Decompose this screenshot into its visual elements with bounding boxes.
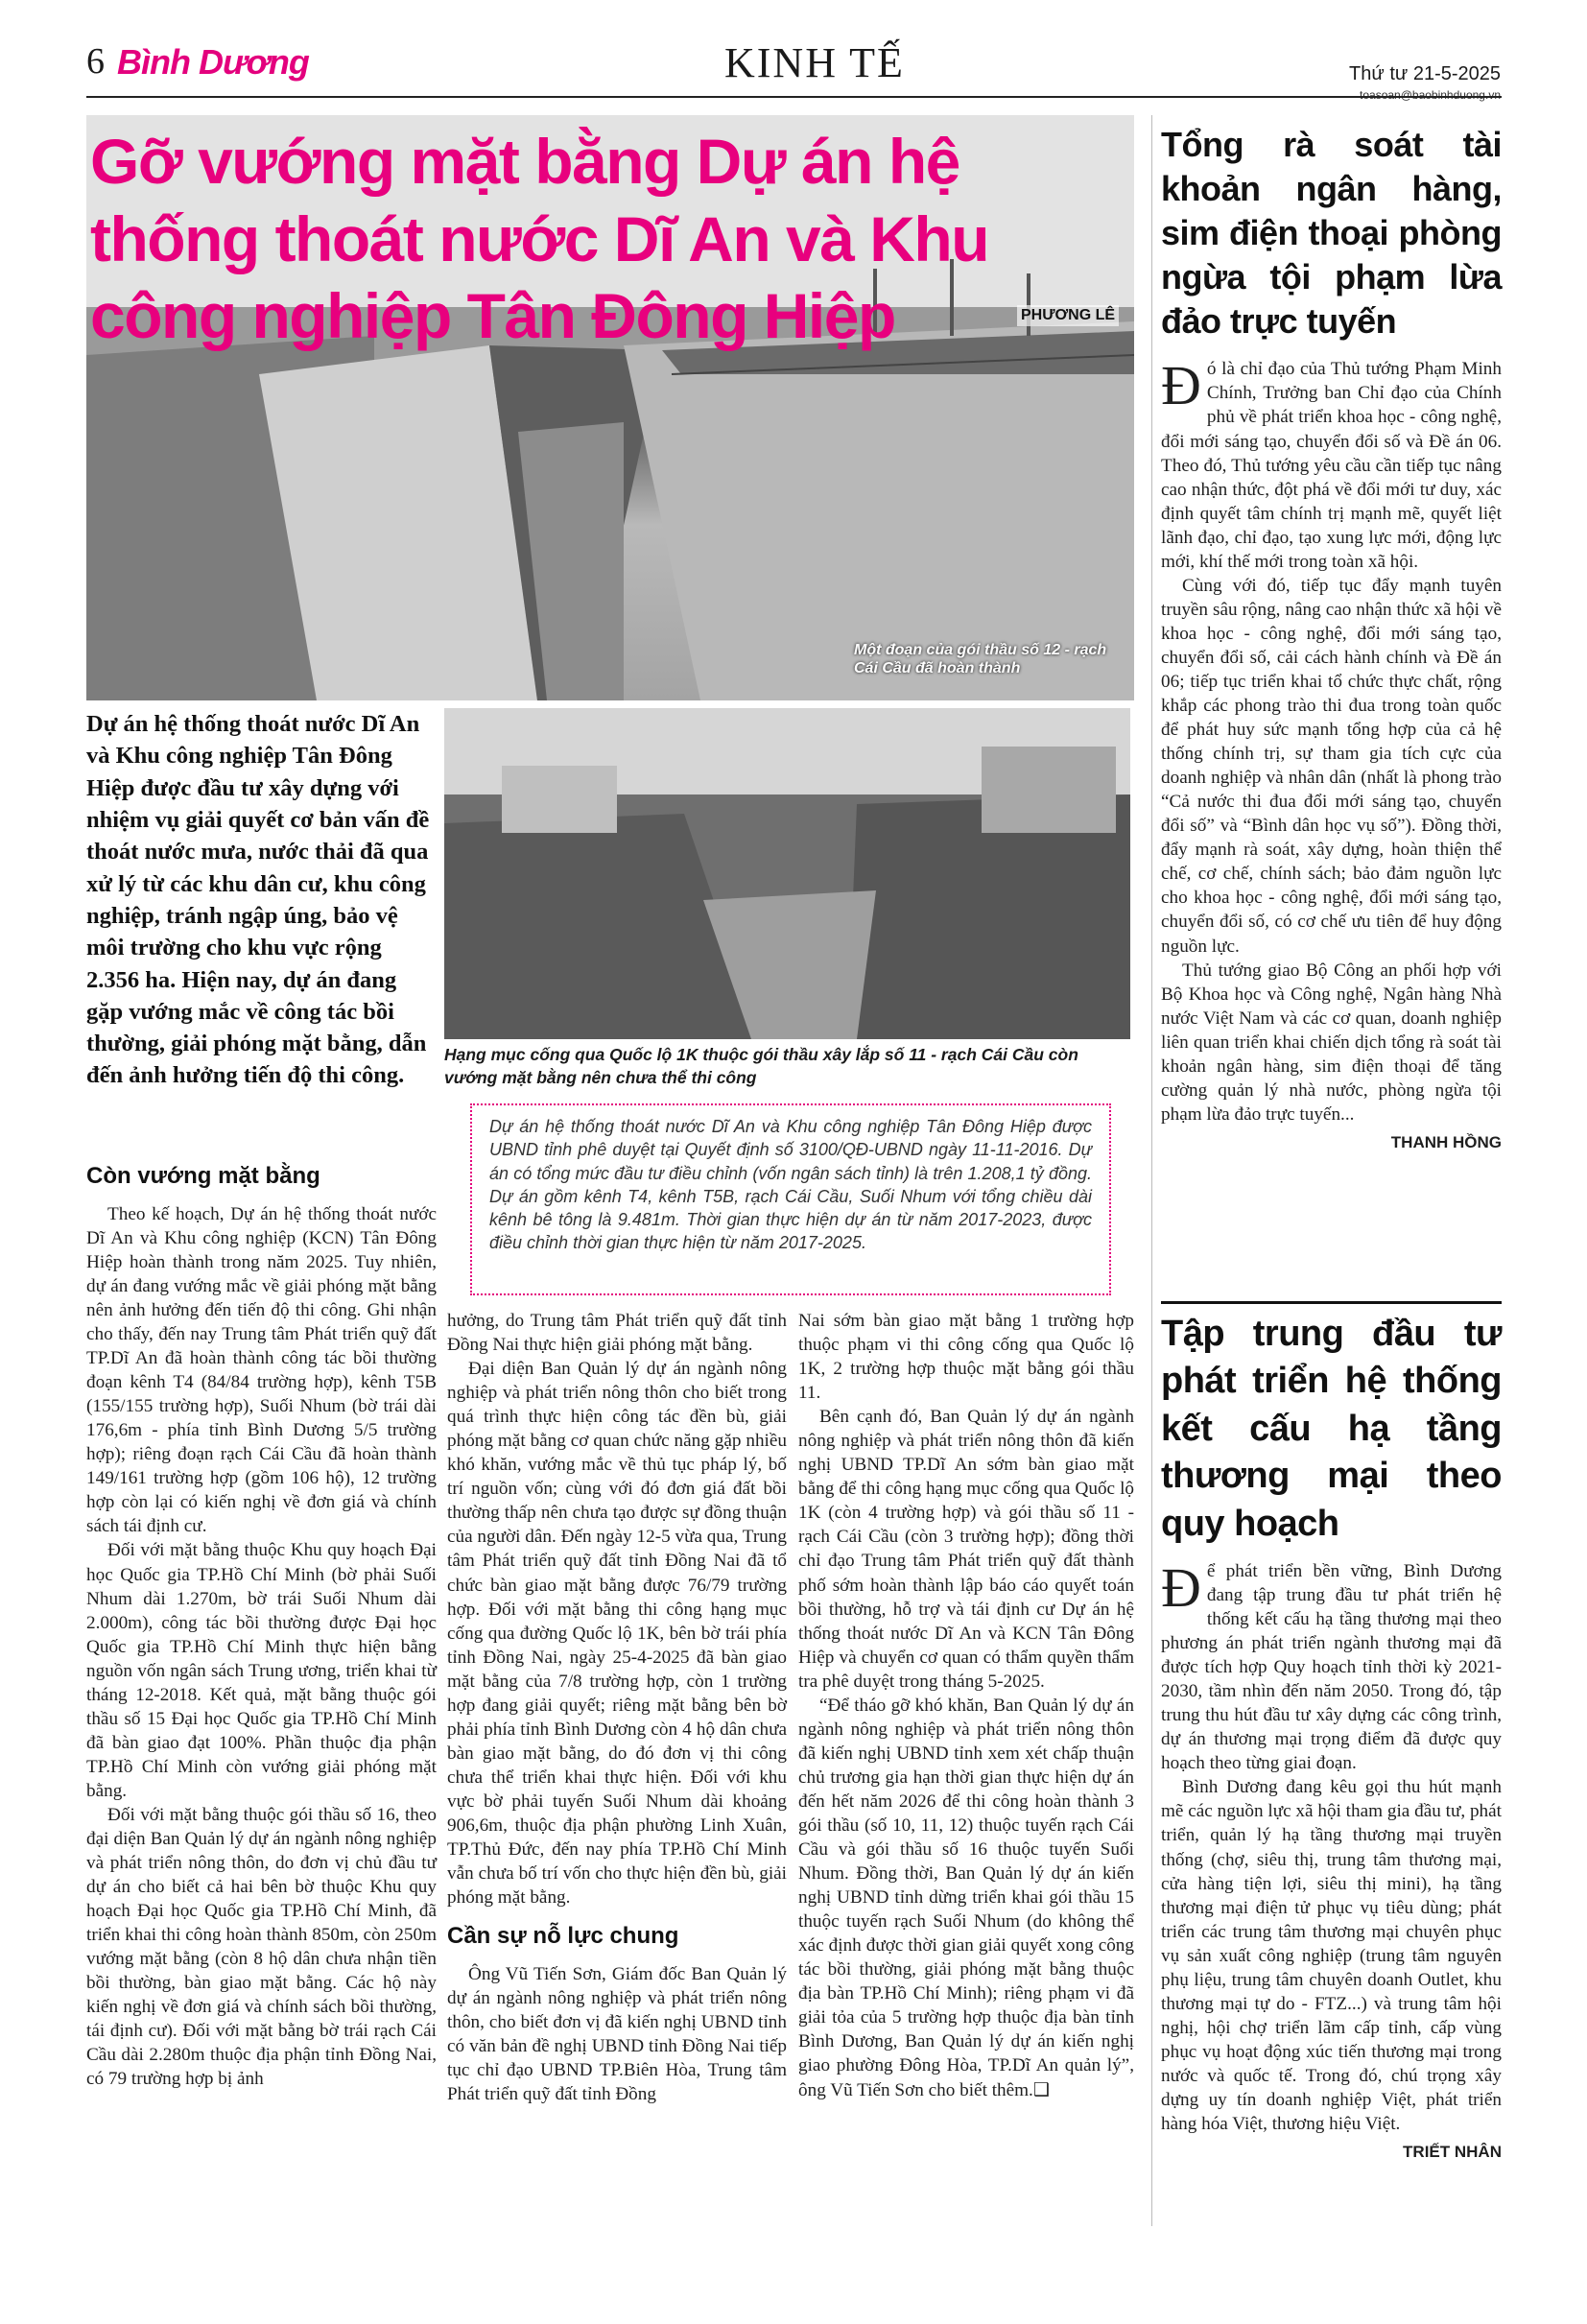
- creek-illustration: [444, 708, 1130, 1039]
- paragraph: Bình Dương đang kêu gọi thu hút mạnh mẽ các nguồn lực xã hội tham gia đầu tư, phát triển, quản lý hạ tầng thương mại truyền thống (chợ, siêu thị, trung tâm thương mại, cửa hàng tiện lợi, siêu thị mini), hạ tầng thương mại điện tử phục vụ tiêu dùng; phát triển các trung tâm thương mại chuyên phục vụ sản xuất công nghiệp (trung tâm nguyên phụ liệu, trung tâm chuyên doanh Outlet, khu thương mại tự do - FTZ...) và trung tâm hội nghị, hội chợ triển lãm cấp tỉnh, cấp vùng phục vụ hoạt động xúc tiến thương mại trong nước và quốc tế. Trong đó, chú trọng xây dựng uy tín doanh nghiệp Việt, phát triển hàng hóa Việt, thương hiệu Việt.: [1161, 1777, 1502, 2135]
- subheading-2: Cần sự nỗ lực chung: [447, 1923, 679, 1950]
- paragraph: Đối với mặt bằng thuộc Khu quy hoạch Đại học Quốc gia TP.Hồ Chí Minh (bờ phải Suối Nhum dài 1.270m, bờ trái Suối Nhum dài 2.000m), công tác bồi thường được Đại học Quốc gia TP.Hồ Chí Minh thực hiện bằng nguồn vốn ngân sách Trung ương, triển khai từ tháng 12-2018. Kết quả, mặt bằng thuộc gói thầu số 15 Đại học Quốc gia TP.Hồ Chí Minh đã bàn giao đạt 100%. Phần thuộc địa phận TP.Hồ Chí Minh còn vướng giải phóng mặt bằng.: [86, 1540, 437, 1801]
- article-column-3: [798, 1309, 1134, 2102]
- paragraph: Theo kế hoạch, Dự án hệ thống thoát nước Dĩ An và Khu công nghiệp (KCN) Tân Đông Hiệp hoàn thành trong năm 2025. Tuy nhiên, dự án đang vướng mắc về giải phóng mặt bằng nên ảnh hưởng đến tiến độ thi công. Ghi nhận cho thấy, đến nay Trung tâm Phát triển quỹ đất TP.Dĩ An đã hoàn thành công tác bồi thường đoạn kênh T4 (84/84 trường hợp), kênh T5B (155/155 trường hợp), Suối Nhum (bờ trái dài 176,6m - phía tỉnh Bình Dương 5/5 trường hợp); riêng đoạn rạch Cái Cầu đã hoàn thành 149/161 trường hợp (gồm 106 hộ), 12 trường hợp còn lại có kiến nghị về đơn giá và chính sách tái định cư.: [86, 1203, 437, 1537]
- paragraph: hưởng, do Trung tâm Phát triển quỹ đất tỉnh Đồng Nai thực hiện giải phóng mặt bằng.: [447, 1311, 787, 1356]
- story2-author: TRIẾT NHÂN: [1403, 2143, 1502, 2162]
- project-info-box: Dự án hệ thống thoát nước Dĩ An và Khu công nghiệp Tân Đông Hiệp được UBND tỉnh phê duyệt tại Quyết định số 3100/QĐ-UBND ngày 11-11-2016. Dự án có tổng mức đầu tư điều chỉnh (vốn ngân sách tỉnh) là trên 1.208,1 tỷ đồng. Dự án gồm kênh T4, kênh T5B, rạch Cái Cầu, Suối Nhum với tổng chiều dài kênh bê tông là 9.481m. Thời gian thực hiện dự án từ năm 2017-2023, được điều chỉnh thời gian thực hiện từ năm 2017-2025.: [470, 1103, 1111, 1295]
- culvert-photo: [444, 708, 1130, 1039]
- subheading-1: Còn vướng mặt bằng: [86, 1163, 320, 1189]
- main-headline: Gỡ vướng mặt bằng Dự án hệ thống thoát nước Dĩ An và Khu công nghiệp Tân Đông Hiệp: [90, 126, 989, 352]
- paragraph: ó là chỉ đạo của Thủ tướng Phạm Minh Chính, Trưởng ban Chỉ đạo của Chính phủ về phát triển khoa học - công nghệ, đổi mới sáng tạo, chuyển đổi số và Đề án 06. Theo đó, Thủ tướng yêu cầu cần tiếp tục nâng cao nhận thức, đột phá về đổi mới tư duy, xác định quyết tâm chính trị mạnh mẽ, quyết liệt lãnh đạo, chỉ đạo, tạo xung lực mới, động lực mới, khí thế mới trong toàn xã hội.: [1161, 359, 1502, 572]
- paragraph: Thủ tướng giao Bộ Công an phối hợp với Bộ Khoa học và Công nghệ, Ngân hàng Nhà nước Việt Nam và các cơ quan, doanh nghiệp liên quan triển khai chiến dịch tổng rà soát tài khoản ngân hàng, sim điện thoại để tăng cường quản lý nhà nước, phòng ngừa tội phạm lừa đảo trực tuyến...: [1161, 960, 1502, 1125]
- newspaper-brand: Bình Dương: [117, 42, 309, 82]
- paragraph: Cùng với đó, tiếp tục đẩy mạnh tuyên truyền sâu rộng, nâng cao nhận thức xã hội về khoa học - công nghệ, đổi mới sáng tạo, chuyển đổi số, cải cách hành chính và Đề án 06; tiếp tục triển khai tổ chức thực chất, rộng khắp các phong trào thi đua trong toàn quốc để phát huy sức mạnh tổng hợp của cả hệ thống chính trị, sự tham gia tích cực của doanh nghiệp và nhân dân (nhất là phong trào “Cả nước thi đua đổi mới sáng tạo, chuyển đổi số” và “Bình dân học vụ số”). Đồng thời, đẩy mạnh rà soát, xây dựng, hoàn thiện thể chế, cơ chế, chính sách; bảo đảm nguồn lực cho khoa học - công nghệ, đổi mới sáng tạo, chuyển đổi số, có cơ chế ưu tiên để huy động nguồn lực.: [1161, 575, 1502, 957]
- story1-author: THANH HỒNG: [1390, 1132, 1502, 1151]
- paragraph: Bên cạnh đó, Ban Quản lý dự án ngành nông nghiệp và phát triển nông thôn đã kiến nghị UBND TP.Dĩ An sớm bàn giao mặt bằng để thi công hạng mục cống qua Quốc lộ 1K (còn 4 trường hợp) và gói thầu số 11 - rạch Cái Cầu (còn 3 trường hợp); đồng thời chỉ đạo Trung tâm Phát triển quỹ đất thành phố sớm hoàn thành lập báo cáo quyết toán bồi thường, hỗ trợ và tái định cư Dự án hệ thống thoát nước Dĩ An và KCN Tân Đông Hiệp và chuyển cơ quan có thẩm quyền thẩm tra phê duyệt trong tháng 5-2025.: [798, 1407, 1134, 1692]
- sidebar-divider: [1161, 1301, 1502, 1304]
- paragraph: Nai sớm bàn giao mặt bằng 1 trường hợp thuộc phạm vi thi công cống qua Quốc lộ 1K, 2 trường hợp thuộc mặt bằng gói thầu 11.: [798, 1311, 1134, 1404]
- paragraph: Ông Vũ Tiến Sơn, Giám đốc Ban Quản lý dự án ngành nông nghiệp và phát triển nông thôn, cho biết đơn vị đã kiến nghị UBND tỉnh có văn bản đề nghị UBND tỉnh Đồng Nai tiếp tục chỉ đạo UBND TP.Biên Hòa, Trung tâm Phát triển quỹ đất tỉnh Đồng: [447, 1963, 787, 2105]
- column-divider: [1151, 115, 1152, 2226]
- lead-paragraph: Dự án hệ thống thoát nước Dĩ An và Khu công nghiệp Tân Đông Hiệp được đầu tư xây dựng với nhiệm vụ giải quyết cơ bản vấn đề thoát nước mưa, nước thải đã qua xử lý từ các khu dân cư, khu công nghiệp, tránh ngập úng, bảo vệ môi trường cho khu vực rộng 2.356 ha. Hiện nay, dự án đang gặp vướng mắc về công tác bồi thường, giải phóng mặt bằng, dẫn đến ảnh hưởng tiến độ thi công.: [86, 711, 430, 1089]
- byline: PHƯƠNG LÊ: [1017, 305, 1119, 326]
- paragraph: Đại diện Ban Quản lý dự án ngành nông nghiệp và phát triển nông thôn cho biết trong quá trình thực hiện công tác đền bù, giải phóng mặt bằng cơ quan chức năng gặp nhiều khó khăn, vướng mắc về thủ tục pháp lý, bố trí nguồn vốn; cùng với đó đơn giá đất bồi thường thấp nên chưa tạo được sự đồng thuận của người dân. Đến ngày 12-5 vừa qua, Trung tâm Phát triển quỹ đất tỉnh Đồng Nai đã tổ chức bàn giao mặt bằng được 76/79 trường hợp. Đối với mặt bằng thi công hạng mục cống qua đường Quốc lộ 1K, bên bờ trái phía tỉnh Đồng Nai, ngày 25-4-2025 đã bàn giao mặt bằng của 7/8 trường hợp, còn 1 trường hợp đang giải quyết; riêng mặt bằng bên bờ phải phía tỉnh Bình Dương còn 4 hộ dân chưa bàn giao mặt bằng, do đó đơn vị thi công chưa thể triển khai thực hiện. Đối với khu vực bờ phải tuyến Suối Nhum dài khoảng 906,6m, thuộc địa phận phường Linh Xuân, TP.Thủ Đức, đến nay phía TP.Hồ Chí Minh vẫn chưa bố trí vốn cho thực hiện đền bù, giải phóng mặt bằng.: [447, 1359, 787, 1909]
- photo2-caption: Hạng mục cống qua Quốc lộ 1K thuộc gói thầu xây lắp số 11 - rạch Cái Cầu còn vướng mặt bằng nên chưa thể thi công: [444, 1045, 1078, 1087]
- dropcap: Đ: [1161, 1555, 1201, 1619]
- paragraph: Đối với mặt bằng thuộc gói thầu số 16, theo đại diện Ban Quản lý dự án ngành nông nghiệp và phát triển nông thôn, do đơn vị chủ đầu tư dự án cho biết cả hai bên bờ thuộc Khu quy hoạch Đại học Quốc gia TP.Hồ Chí Minh, đã triển khai thi công hoàn thành 850m, còn 250m vướng mặt bằng (còn 8 hộ dân chưa nhận tiền bồi thường, bàn giao mặt bằng. Các hộ này kiến nghị về đơn giá và chính sách bồi thường, tái định cư). Đối với mặt bằng bờ trái rạch Cái Cầu dài 2.280m thuộc địa phận tỉnh Đồng Nai, có 79 trường hợp bị ảnh: [86, 1804, 437, 2090]
- article-column-1: [86, 1163, 437, 2092]
- story2-title: Tập trung đầu tư phát triển hệ thống kết cấu hạ tầng thương mại theo quy hoạch: [1161, 1314, 1502, 1544]
- sidebar-story-2: [1161, 1311, 1502, 2163]
- paragraph: ể phát triển bền vững, Bình Dương đang tập trung đầu tư phát triển hệ thống kết cấu hạ tầng thương mại theo phương án phát triển ngành thương mại đã được tích hợp Quy hoạch tỉnh thời kỳ 2021-2030, tầm nhìn đến năm 2050. Trong đó, tập trung thu hút đầu tư xây dựng các công trình, dự án thương mại trọng điểm đã được quy hoạch theo từng giai đoạn.: [1161, 1560, 1502, 1774]
- page-number: 6: [86, 41, 105, 82]
- issue-date: Thứ tư 21-5-2025: [1349, 63, 1501, 84]
- header-rule: [86, 96, 1502, 98]
- sidebar-story-1: [1161, 123, 1502, 1153]
- photo1-caption: Một đoạn của gói thầu số 12 - rạch Cái Cầu đã hoàn thành: [854, 642, 1107, 677]
- article-column-2: [447, 1309, 787, 2106]
- section-title: KINH TẾ: [724, 39, 905, 86]
- dropcap: Đ: [1161, 354, 1201, 417]
- story1-title: Tổng rà soát tài khoản ngân hàng, sim điện thoại phòng ngừa tội phạm lừa đảo trực tuyến: [1161, 125, 1502, 342]
- contact-email: toasoan@baobinhduong.vn: [1360, 88, 1501, 102]
- paragraph: “Để tháo gỡ khó khăn, Ban Quản lý dự án ngành nông nghiệp và phát triển nông thôn đã kiến nghị UBND tỉnh xem xét chấp thuận chủ trương gia hạn thời gian thực hiện dự án đến hết năm 2026 để thi công hoàn thành 3 gói thầu (số 10, 11, 12) thuộc tuyến rạch Cái Cầu và gói thầu số 16 thuộc tuyến Suối Nhum. Đồng thời, Ban Quản lý dự án kiến nghị UBND tỉnh dừng triển khai gói thầu 15 thuộc tuyến rạch Suối Nhum (do không thể xác định được thời gian giải quyết xong công tác bồi thường, giải phóng mặt bằng thuộc địa bàn TP.Hồ Chí Minh); riêng phạm vi đã giải tỏa của 5 trường hợp thuộc địa bàn tỉnh Bình Dương, Ban Quản lý dự án kiến nghị giao phường Đông Hòa, TP.Dĩ An quản lý”, ông Vũ Tiến Sơn cho biết thêm.❑: [798, 1695, 1134, 2100]
